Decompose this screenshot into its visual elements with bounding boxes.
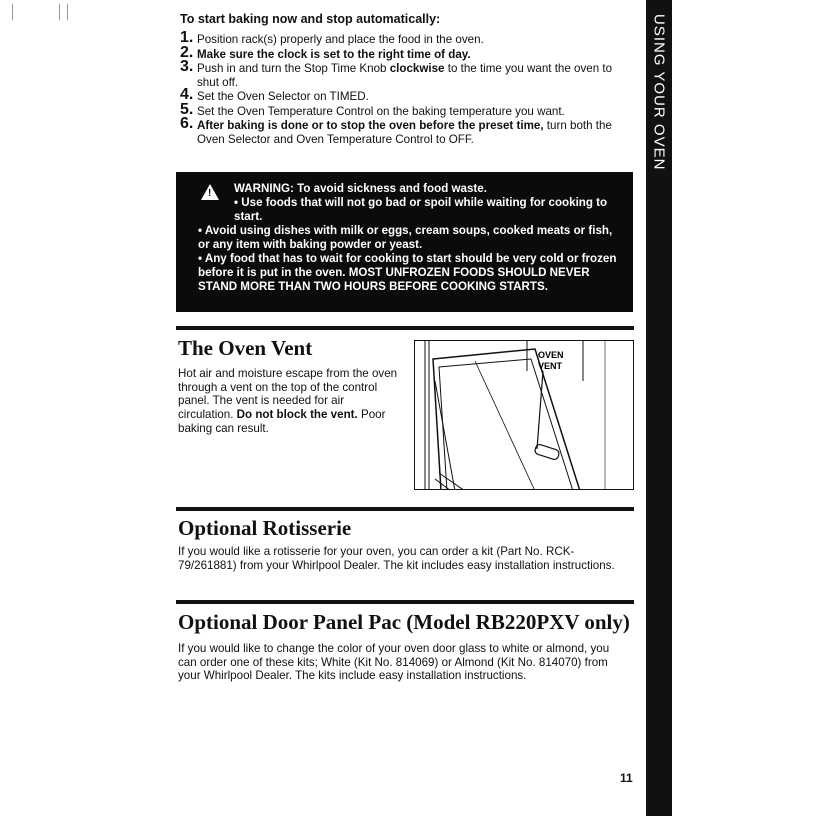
section-divider bbox=[176, 326, 634, 330]
step-5: 5. Set the Oven Temperature Control on the baking temperature you want. bbox=[180, 100, 565, 118]
timed-baking-steps bbox=[180, 29, 635, 147]
step-4: 4. Set the Oven Selector on TIMED. bbox=[180, 86, 369, 103]
oven-label: OVEN bbox=[538, 350, 564, 360]
warning-title: WARNING: To avoid sickness and food waste. bbox=[234, 182, 487, 195]
oven-vent-text: Hot air and moisture escape from the oven through a vent on the top of the control panel. The vent is needed for air circulation. Do not block the vent. Poor baking can result. bbox=[178, 367, 398, 435]
step-3: 3. Push in and turn the Stop Time Knob clockwise to the time you want the oven to shut off. bbox=[180, 58, 613, 89]
warning-box bbox=[176, 172, 633, 312]
warning-bullet-2: • Avoid using dishes with milk or eggs, cream soups, cooked meats or fish, or any item with baking powder or yeast. bbox=[198, 224, 613, 251]
rotisserie-title: Optional Rotisserie bbox=[178, 516, 352, 540]
door-panel-title: Optional Door Panel Pac (Model RB220PXV only) bbox=[178, 610, 630, 634]
exclamation-icon: ! bbox=[208, 188, 212, 199]
step-6: 6. After baking is done or to stop the oven before the preset time, turn both the Oven Selector and Oven Temperature Control to OFF. bbox=[180, 115, 612, 146]
rotisserie-text: If you would like a rotisserie for your oven, you can order a kit (Part No. RCK-79/261881) from your Whirlpool Dealer. The kit includes easy installation instructions. bbox=[178, 545, 615, 572]
oven-vent-illustration bbox=[414, 340, 634, 490]
section-divider bbox=[176, 507, 634, 511]
oven-vent-drawing bbox=[415, 341, 634, 490]
oven-vent-title: The Oven Vent bbox=[178, 336, 313, 360]
warning-bullet-1: • Use foods that will not go bad or spoil while waiting for cooking to start. bbox=[234, 196, 608, 223]
section-tab-label: USING YOUR OVEN bbox=[650, 14, 668, 171]
step-2: 2. Make sure the clock is set to the right time of day. bbox=[180, 43, 471, 61]
page-number: 11 bbox=[620, 771, 633, 785]
section-divider bbox=[176, 600, 634, 604]
warning-bullet-3: • Any food that has to wait for cooking to start should be very cold or frozen before it is put in the oven. MOST UNFROZEN FOODS SHOULD NEVER STAND MORE THAN TWO HOURS BEFORE COOKING STARTS. bbox=[198, 252, 617, 293]
vent-label: VENT bbox=[538, 361, 563, 371]
step-1: 1. Position rack(s) properly and place the food in the oven. bbox=[180, 29, 484, 46]
door-panel-text: If you would like to change the color of your oven door glass to white or almond, you can order one of these kits; White (Kit No. 814069) or Almond (Kit No. 814070) from your Whirlpool Dealer. The kits include easy installation instructions. bbox=[178, 642, 610, 683]
timed-baking-heading: To start baking now and stop automatically: bbox=[180, 12, 441, 26]
